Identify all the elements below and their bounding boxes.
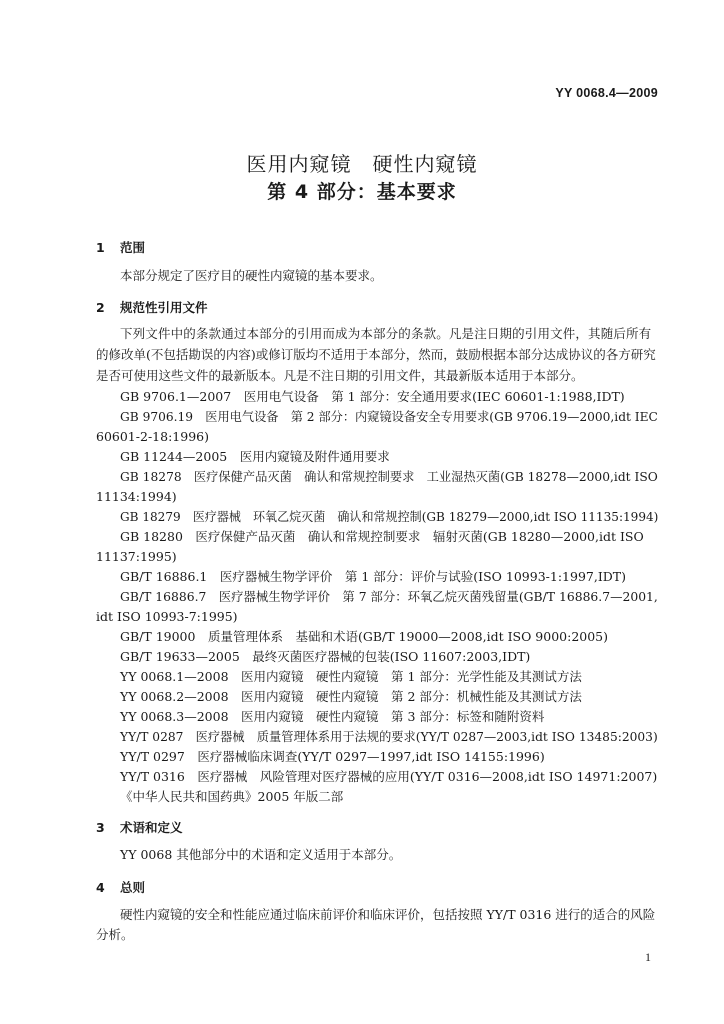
section-2-heading [96,298,208,316]
paragraph-line: 下列文件中的条款通过本部分的引用而成为本部分的条款。凡是注日期的引用文件，其随后所有 [120,326,652,341]
reference-line: GB 18280 医疗保健产品灭菌 确认和常规控制要求 辐射灭菌(GB 18280—2000,idt ISO [120,529,644,544]
reference-line: GB/T 16886.7 医疗器械生物学评价 第 7 部分：环氧乙烷灭菌残留量(GB/T 16886.7—2001, [120,589,658,604]
reference-line: idt ISO 10993-7:1995) [96,609,238,624]
reference-line: GB/T 19000 质量管理体系 基础和术语(GB/T 19000—2008,idt ISO 9000:2005) [120,629,609,644]
page-number: 1 [645,950,651,964]
reference-line: GB 9706.19 医用电气设备 第 2 部分：内窥镜设备安全专用要求(GB 9706.19—2000,idt IEC [120,409,658,424]
section-number: 2 [96,300,105,315]
reference-line: 11137:1995) [96,549,177,564]
section-title: 规范性引用文件 [120,300,208,315]
section-1-heading [96,238,145,256]
reference-line: 《中华人民共和国药典》2005 年版二部 [120,789,344,804]
document-title: 医用内窥镜 硬性内窥镜 [246,152,478,176]
document-subtitle: 第 4 部分：基本要求 [267,181,457,203]
section-4-heading [96,878,145,896]
section-title: 范围 [120,240,146,255]
paragraph-line: 硬性内窥镜的安全和性能应通过临床前评价和临床评价，包括按照 YY/T 0316 进行的适合的风险 [120,907,656,922]
reference-line: GB 11244—2005 医用内窥镜及附件通用要求 [120,449,390,464]
reference-line: GB 18279 医疗器械 环氧乙烷灭菌 确认和常规控制(GB 18279—2000,idt ISO 11135:1994) [120,509,659,524]
reference-line: 11134:1994) [96,489,177,504]
reference-line: GB 9706.1—2007 医用电气设备 第 1 部分：安全通用要求(IEC 60601-1:1988,IDT) [120,389,625,404]
reference-line: YY 0068.3—2008 医用内窥镜 硬性内窥镜 第 3 部分：标签和随附资料 [120,709,545,724]
section-number: 1 [96,240,105,255]
paragraph-line: 本部分规定了医疗目的硬性内窥镜的基本要求。 [120,268,383,283]
reference-line: 60601-2-18:1996) [96,429,209,444]
paragraph-line: YY 0068 其他部分中的术语和定义适用于本部分。 [120,847,402,862]
section-title: 总则 [120,880,146,895]
reference-line: YY 0068.1—2008 医用内窥镜 硬性内窥镜 第 1 部分：光学性能及其测试方法 [120,669,582,684]
section-number: 4 [96,880,105,895]
section-3-heading [96,818,183,836]
reference-line: YY 0068.2—2008 医用内窥镜 硬性内窥镜 第 2 部分：机械性能及其测试方法 [120,689,582,704]
reference-line: GB 18278 医疗保健产品灭菌 确认和常规控制要求 工业湿热灭菌(GB 18278—2000,idt ISO [120,469,658,484]
section-title: 术语和定义 [120,820,183,835]
reference-line: YY/T 0287 医疗器械 质量管理体系用于法规的要求(YY/T 0287—2003,idt ISO 13485:2003) [120,729,658,744]
reference-line: GB/T 19633—2005 最终灭菌医疗器械的包装(ISO 11607:2003,IDT) [120,649,531,664]
standard-code: YY 0068.4—2009 [555,86,658,100]
reference-line: GB/T 16886.1 医疗器械生物学评价 第 1 部分：评价与试验(ISO 10993-1:1997,IDT) [120,569,626,584]
paragraph-line: 分析。 [96,927,134,942]
paragraph-line: 是否可使用这些文件的最新版本。凡是不注日期的引用文件，其最新版本适用于本部分。 [96,368,584,383]
reference-line: YY/T 0316 医疗器械 风险管理对医疗器械的应用(YY/T 0316—2008,idt ISO 14971:2007) [120,769,658,784]
section-number: 3 [96,820,105,835]
paragraph-line: 的修改单(不包括勘误的内容)或修订版均不适用于本部分，然而，鼓励根据本部分达成协议的各方研究 [96,347,656,362]
reference-line: YY/T 0297 医疗器械临床调查(YY/T 0297—1997,idt ISO 14155:1996) [120,749,545,764]
